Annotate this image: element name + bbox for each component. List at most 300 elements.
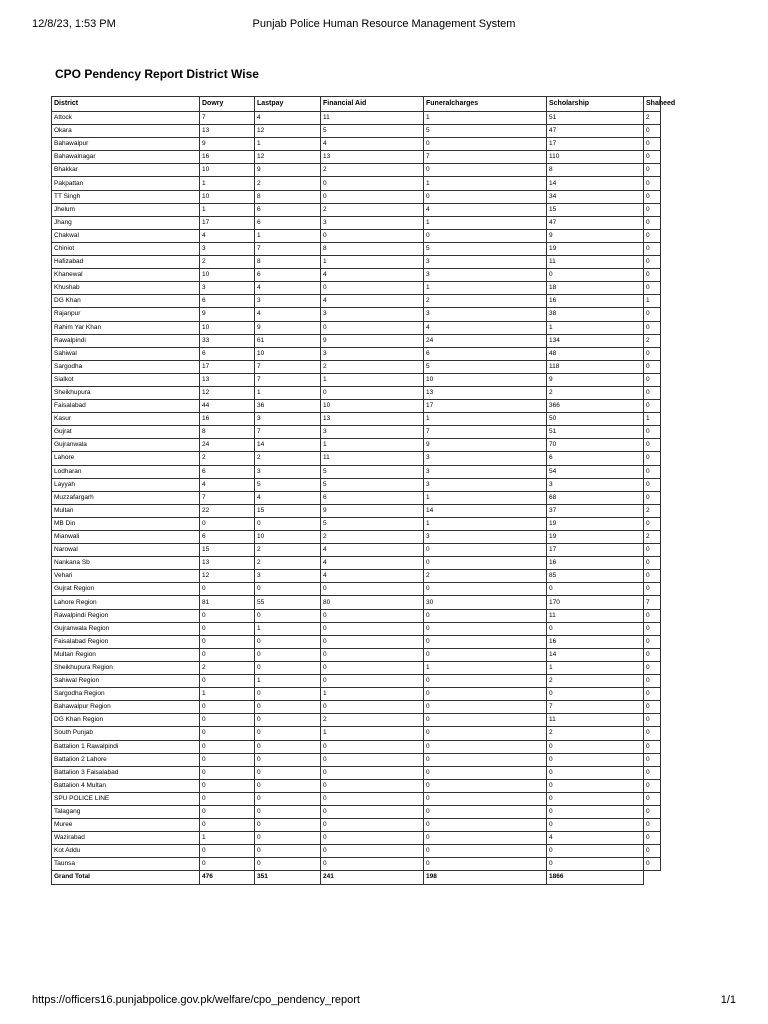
cell-district: Rawalpindi Region <box>52 609 200 622</box>
cell-financial-aid: 0 <box>321 635 424 648</box>
cell-financial-aid: 4 <box>321 557 424 570</box>
cell-shaheed: 2 <box>644 531 661 544</box>
cell-scholarship: 19 <box>547 531 644 544</box>
cell-district: Gujranwala Region <box>52 622 200 635</box>
cell-funeralcharges: 0 <box>424 779 547 792</box>
cell-district: Vehari <box>52 570 200 583</box>
cell-financial-aid: 1 <box>321 256 424 269</box>
table-row <box>52 321 661 334</box>
cell-district: Battalion 1 Rawalpindi <box>52 740 200 753</box>
cell-funeralcharges: 0 <box>424 190 547 203</box>
cell-district: Multan <box>52 504 200 517</box>
cell-financial-aid: 2 <box>321 714 424 727</box>
table-row <box>52 478 661 491</box>
cell-scholarship: 19 <box>547 242 644 255</box>
cell-district: Muree <box>52 819 200 832</box>
cell-shaheed: 2 <box>644 504 661 517</box>
cell-dowry: 81 <box>200 596 255 609</box>
cell-dowry: 0 <box>200 845 255 858</box>
cell-lastpay: 36 <box>255 400 321 413</box>
cell-funeralcharges: 0 <box>424 609 547 622</box>
cell-financial-aid: 11 <box>321 112 424 125</box>
cell-district: Lahore Region <box>52 596 200 609</box>
cell-district: Gujranwala <box>52 439 200 452</box>
table-row <box>52 609 661 622</box>
table-row <box>52 766 661 779</box>
cell-dowry: 9 <box>200 138 255 151</box>
cell-financial-aid: 4 <box>321 544 424 557</box>
cell-funeralcharges: 0 <box>424 753 547 766</box>
cell-financial-aid: 4 <box>321 269 424 282</box>
cell-district: Sahiwal Region <box>52 675 200 688</box>
table-row <box>52 400 661 413</box>
cell-district: Lodharan <box>52 465 200 478</box>
table-row <box>52 439 661 452</box>
cell-shaheed: 0 <box>644 400 661 413</box>
cell-funeralcharges: 3 <box>424 256 547 269</box>
cell-lastpay: 5 <box>255 478 321 491</box>
cell-dowry: 7 <box>200 491 255 504</box>
table-row <box>52 779 661 792</box>
cell-shaheed: 0 <box>644 151 661 164</box>
cell-funeralcharges: 7 <box>424 151 547 164</box>
cell-lastpay: 0 <box>255 648 321 661</box>
table-row <box>52 151 661 164</box>
cell-lastpay: 0 <box>255 753 321 766</box>
cell-district: Sahiwal <box>52 347 200 360</box>
grand-total-dowry: 476 <box>200 871 255 884</box>
cell-scholarship: 0 <box>547 805 644 818</box>
cell-financial-aid: 0 <box>321 622 424 635</box>
table-row <box>52 386 661 399</box>
cell-funeralcharges: 0 <box>424 805 547 818</box>
cell-funeralcharges: 0 <box>424 229 547 242</box>
cell-shaheed: 0 <box>644 216 661 229</box>
cell-district: Lahore <box>52 452 200 465</box>
cell-lastpay: 3 <box>255 413 321 426</box>
cell-lastpay: 3 <box>255 295 321 308</box>
cell-shaheed: 0 <box>644 622 661 635</box>
cell-lastpay: 4 <box>255 491 321 504</box>
cell-district: Pakpattan <box>52 177 200 190</box>
table-row <box>52 740 661 753</box>
cell-district: Kasur <box>52 413 200 426</box>
cell-dowry: 0 <box>200 517 255 530</box>
cell-district: Faisalabad Region <box>52 635 200 648</box>
cell-scholarship: 1 <box>547 661 644 674</box>
table-row <box>52 845 661 858</box>
cell-shaheed: 0 <box>644 386 661 399</box>
cell-scholarship: 9 <box>547 229 644 242</box>
table-row <box>52 347 661 360</box>
cell-district: Sargodha Region <box>52 688 200 701</box>
cell-district: Gujrat Region <box>52 583 200 596</box>
cell-financial-aid: 2 <box>321 531 424 544</box>
grand-total-shaheed <box>644 871 661 884</box>
cell-financial-aid: 0 <box>321 858 424 871</box>
cell-shaheed: 0 <box>644 256 661 269</box>
cell-lastpay: 61 <box>255 334 321 347</box>
table-row <box>52 727 661 740</box>
cell-district: Muzzafargarh <box>52 491 200 504</box>
cell-lastpay: 0 <box>255 766 321 779</box>
cell-dowry: 8 <box>200 426 255 439</box>
cell-shaheed: 0 <box>644 661 661 674</box>
cell-funeralcharges: 0 <box>424 164 547 177</box>
cell-lastpay: 3 <box>255 570 321 583</box>
cell-financial-aid: 6 <box>321 491 424 504</box>
cell-district: DG Khan Region <box>52 714 200 727</box>
cell-district: Bahawalpur Region <box>52 701 200 714</box>
cell-district: Kot Addu <box>52 845 200 858</box>
cell-shaheed: 0 <box>644 452 661 465</box>
cell-district: Wazirabad <box>52 832 200 845</box>
cell-district: Bhakkar <box>52 164 200 177</box>
cell-scholarship: 8 <box>547 164 644 177</box>
cell-funeralcharges: 1 <box>424 216 547 229</box>
cell-lastpay: 10 <box>255 347 321 360</box>
cell-shaheed: 1 <box>644 413 661 426</box>
cell-lastpay: 10 <box>255 531 321 544</box>
cell-financial-aid: 0 <box>321 282 424 295</box>
cell-scholarship: 70 <box>547 439 644 452</box>
table-row <box>52 282 661 295</box>
cell-scholarship: 0 <box>547 688 644 701</box>
cell-financial-aid: 80 <box>321 596 424 609</box>
cell-lastpay: 1 <box>255 229 321 242</box>
cell-shaheed: 0 <box>644 845 661 858</box>
cell-scholarship: 85 <box>547 570 644 583</box>
table-row <box>52 832 661 845</box>
cell-lastpay: 0 <box>255 792 321 805</box>
cell-dowry: 13 <box>200 373 255 386</box>
cell-shaheed: 0 <box>644 858 661 871</box>
cell-lastpay: 15 <box>255 504 321 517</box>
cell-scholarship: 0 <box>547 792 644 805</box>
cell-scholarship: 134 <box>547 334 644 347</box>
cell-lastpay: 2 <box>255 452 321 465</box>
table-row <box>52 229 661 242</box>
grand-total-funeralcharges: 198 <box>424 871 547 884</box>
cell-shaheed: 0 <box>644 138 661 151</box>
cell-shaheed: 7 <box>644 596 661 609</box>
cell-dowry: 0 <box>200 753 255 766</box>
cell-funeralcharges: 3 <box>424 478 547 491</box>
table-row <box>52 557 661 570</box>
cell-dowry: 0 <box>200 648 255 661</box>
cell-shaheed: 0 <box>644 125 661 138</box>
table-row <box>52 648 661 661</box>
grand-total-scholarship: 1866 <box>547 871 644 884</box>
cell-district: TT Singh <box>52 190 200 203</box>
cell-dowry: 16 <box>200 151 255 164</box>
cell-lastpay: 8 <box>255 190 321 203</box>
cell-shaheed: 0 <box>644 439 661 452</box>
table-row <box>52 269 661 282</box>
table-row <box>52 661 661 674</box>
cell-dowry: 17 <box>200 216 255 229</box>
cell-funeralcharges: 0 <box>424 544 547 557</box>
cell-dowry: 3 <box>200 282 255 295</box>
cell-shaheed: 0 <box>644 308 661 321</box>
cell-funeralcharges: 14 <box>424 504 547 517</box>
cell-dowry: 16 <box>200 413 255 426</box>
cell-funeralcharges: 6 <box>424 347 547 360</box>
cell-financial-aid: 0 <box>321 779 424 792</box>
cell-shaheed: 0 <box>644 203 661 216</box>
cell-funeralcharges: 0 <box>424 819 547 832</box>
cell-scholarship: 170 <box>547 596 644 609</box>
grand-total-row <box>52 871 661 884</box>
table-row <box>52 177 661 190</box>
table-row <box>52 242 661 255</box>
cell-financial-aid: 4 <box>321 295 424 308</box>
cell-lastpay: 2 <box>255 557 321 570</box>
table-row <box>52 295 661 308</box>
cell-dowry: 12 <box>200 386 255 399</box>
cell-lastpay: 0 <box>255 858 321 871</box>
cell-scholarship: 11 <box>547 609 644 622</box>
cell-district: Taunsa <box>52 858 200 871</box>
cell-lastpay: 1 <box>255 138 321 151</box>
cell-shaheed: 0 <box>644 557 661 570</box>
cell-funeralcharges: 3 <box>424 452 547 465</box>
cell-scholarship: 16 <box>547 557 644 570</box>
cell-funeralcharges: 0 <box>424 138 547 151</box>
cell-scholarship: 68 <box>547 491 644 504</box>
cell-district: Bahawalnagar <box>52 151 200 164</box>
cell-shaheed: 0 <box>644 675 661 688</box>
table-row <box>52 583 661 596</box>
cell-dowry: 0 <box>200 727 255 740</box>
cell-dowry: 0 <box>200 635 255 648</box>
cell-shaheed: 0 <box>644 570 661 583</box>
cell-financial-aid: 2 <box>321 164 424 177</box>
cell-dowry: 1 <box>200 688 255 701</box>
cell-financial-aid: 9 <box>321 334 424 347</box>
column-header-dowry: Dowry <box>200 97 255 112</box>
cell-funeralcharges: 4 <box>424 203 547 216</box>
cell-scholarship: 38 <box>547 308 644 321</box>
table-row <box>52 360 661 373</box>
cell-funeralcharges: 0 <box>424 688 547 701</box>
cell-financial-aid: 3 <box>321 308 424 321</box>
cell-district: Sheikhupura Region <box>52 661 200 674</box>
cell-financial-aid: 0 <box>321 832 424 845</box>
cell-district: SPU POLICE LINE <box>52 792 200 805</box>
cell-funeralcharges: 3 <box>424 465 547 478</box>
cell-financial-aid: 0 <box>321 229 424 242</box>
cell-dowry: 0 <box>200 675 255 688</box>
cell-funeralcharges: 0 <box>424 714 547 727</box>
cell-lastpay: 1 <box>255 675 321 688</box>
cell-shaheed: 0 <box>644 805 661 818</box>
cell-shaheed: 0 <box>644 714 661 727</box>
cell-scholarship: 118 <box>547 360 644 373</box>
table-row <box>52 688 661 701</box>
table-row <box>52 570 661 583</box>
cell-financial-aid: 0 <box>321 661 424 674</box>
column-header-shaheed: Shaheed <box>644 97 661 112</box>
cell-dowry: 1 <box>200 177 255 190</box>
report-title: CPO Pendency Report District Wise <box>55 67 259 81</box>
cell-scholarship: 1 <box>547 321 644 334</box>
table-row <box>52 138 661 151</box>
table-row <box>52 753 661 766</box>
cell-dowry: 6 <box>200 531 255 544</box>
cell-dowry: 44 <box>200 400 255 413</box>
table-row <box>52 203 661 216</box>
cell-scholarship: 51 <box>547 112 644 125</box>
cell-shaheed: 0 <box>644 583 661 596</box>
cell-lastpay: 0 <box>255 583 321 596</box>
cell-dowry: 0 <box>200 805 255 818</box>
cell-scholarship: 50 <box>547 413 644 426</box>
cell-shaheed: 0 <box>644 164 661 177</box>
cell-shaheed: 0 <box>644 648 661 661</box>
cell-lastpay: 14 <box>255 439 321 452</box>
grand-total-financial-aid: 241 <box>321 871 424 884</box>
table-row <box>52 426 661 439</box>
cell-shaheed: 0 <box>644 491 661 504</box>
cell-financial-aid: 2 <box>321 360 424 373</box>
table-row <box>52 413 661 426</box>
cell-funeralcharges: 0 <box>424 832 547 845</box>
cell-dowry: 15 <box>200 544 255 557</box>
table-row <box>52 373 661 386</box>
cell-district: Narowal <box>52 544 200 557</box>
cell-dowry: 2 <box>200 661 255 674</box>
cell-lastpay: 6 <box>255 203 321 216</box>
cell-lastpay: 0 <box>255 779 321 792</box>
cell-district: Sheikhupura <box>52 386 200 399</box>
system-title: Punjab Police Human Resource Management System <box>252 18 516 30</box>
cell-scholarship: 0 <box>547 845 644 858</box>
table-row <box>52 452 661 465</box>
cell-funeralcharges: 1 <box>424 517 547 530</box>
cell-lastpay: 0 <box>255 609 321 622</box>
cell-financial-aid: 1 <box>321 688 424 701</box>
cell-dowry: 33 <box>200 334 255 347</box>
cell-scholarship: 0 <box>547 269 644 282</box>
cell-district: Battalion 4 Multan <box>52 779 200 792</box>
cell-funeralcharges: 3 <box>424 308 547 321</box>
table-row <box>52 465 661 478</box>
cell-scholarship: 11 <box>547 256 644 269</box>
cell-shaheed: 2 <box>644 112 661 125</box>
cell-shaheed: 0 <box>644 766 661 779</box>
cell-scholarship: 0 <box>547 766 644 779</box>
column-header-lastpay: Lastpay <box>255 97 321 112</box>
grand-total-label: Grand Total <box>52 871 200 884</box>
table-row <box>52 256 661 269</box>
grand-total-lastpay: 351 <box>255 871 321 884</box>
page-url: https://officers16.punjabpolice.gov.pk/welfare/cpo_pendency_report <box>32 994 360 1006</box>
table-row <box>52 714 661 727</box>
cell-financial-aid: 10 <box>321 400 424 413</box>
cell-financial-aid: 0 <box>321 190 424 203</box>
cell-scholarship: 47 <box>547 216 644 229</box>
cell-lastpay: 4 <box>255 282 321 295</box>
cell-district: Bahawalpur <box>52 138 200 151</box>
cell-financial-aid: 11 <box>321 452 424 465</box>
cell-dowry: 10 <box>200 190 255 203</box>
cell-shaheed: 0 <box>644 190 661 203</box>
table-row <box>52 635 661 648</box>
table-row <box>52 701 661 714</box>
cell-district: Nankana Sb <box>52 557 200 570</box>
table-row <box>52 805 661 818</box>
cell-financial-aid: 3 <box>321 347 424 360</box>
cell-lastpay: 9 <box>255 321 321 334</box>
cell-financial-aid: 0 <box>321 805 424 818</box>
cell-dowry: 4 <box>200 478 255 491</box>
cell-dowry: 10 <box>200 164 255 177</box>
cell-financial-aid: 8 <box>321 242 424 255</box>
cell-funeralcharges: 0 <box>424 858 547 871</box>
cell-scholarship: 17 <box>547 544 644 557</box>
cell-shaheed: 0 <box>644 740 661 753</box>
cell-dowry: 0 <box>200 740 255 753</box>
table-row <box>52 596 661 609</box>
cell-dowry: 13 <box>200 557 255 570</box>
cell-funeralcharges: 10 <box>424 373 547 386</box>
cell-dowry: 0 <box>200 609 255 622</box>
cell-dowry: 6 <box>200 295 255 308</box>
cell-lastpay: 7 <box>255 242 321 255</box>
cell-dowry: 0 <box>200 858 255 871</box>
cell-shaheed: 0 <box>644 373 661 386</box>
table-row <box>52 792 661 805</box>
cell-funeralcharges: 24 <box>424 334 547 347</box>
cell-scholarship: 2 <box>547 675 644 688</box>
cell-district: Rajanpur <box>52 308 200 321</box>
cell-dowry: 0 <box>200 622 255 635</box>
cell-dowry: 1 <box>200 832 255 845</box>
cell-funeralcharges: 30 <box>424 596 547 609</box>
cell-dowry: 3 <box>200 242 255 255</box>
cell-lastpay: 9 <box>255 164 321 177</box>
cell-financial-aid: 0 <box>321 819 424 832</box>
cell-lastpay: 7 <box>255 426 321 439</box>
cell-district: South Punjab <box>52 727 200 740</box>
cell-shaheed: 0 <box>644 701 661 714</box>
cell-scholarship: 9 <box>547 373 644 386</box>
cell-lastpay: 0 <box>255 740 321 753</box>
cell-shaheed: 0 <box>644 360 661 373</box>
cell-shaheed: 0 <box>644 347 661 360</box>
cell-dowry: 24 <box>200 439 255 452</box>
cell-funeralcharges: 1 <box>424 491 547 504</box>
table-row <box>52 164 661 177</box>
cell-district: Attock <box>52 112 200 125</box>
table-row <box>52 544 661 557</box>
table-row <box>52 216 661 229</box>
cell-scholarship: 4 <box>547 832 644 845</box>
cell-shaheed: 2 <box>644 334 661 347</box>
cell-lastpay: 12 <box>255 151 321 164</box>
cell-scholarship: 15 <box>547 203 644 216</box>
table-row <box>52 858 661 871</box>
cell-financial-aid: 0 <box>321 792 424 805</box>
table-body <box>52 112 661 871</box>
cell-dowry: 7 <box>200 112 255 125</box>
cell-shaheed: 0 <box>644 321 661 334</box>
cell-lastpay: 0 <box>255 517 321 530</box>
cell-funeralcharges: 0 <box>424 740 547 753</box>
cell-scholarship: 3 <box>547 478 644 491</box>
cell-district: Khanewal <box>52 269 200 282</box>
